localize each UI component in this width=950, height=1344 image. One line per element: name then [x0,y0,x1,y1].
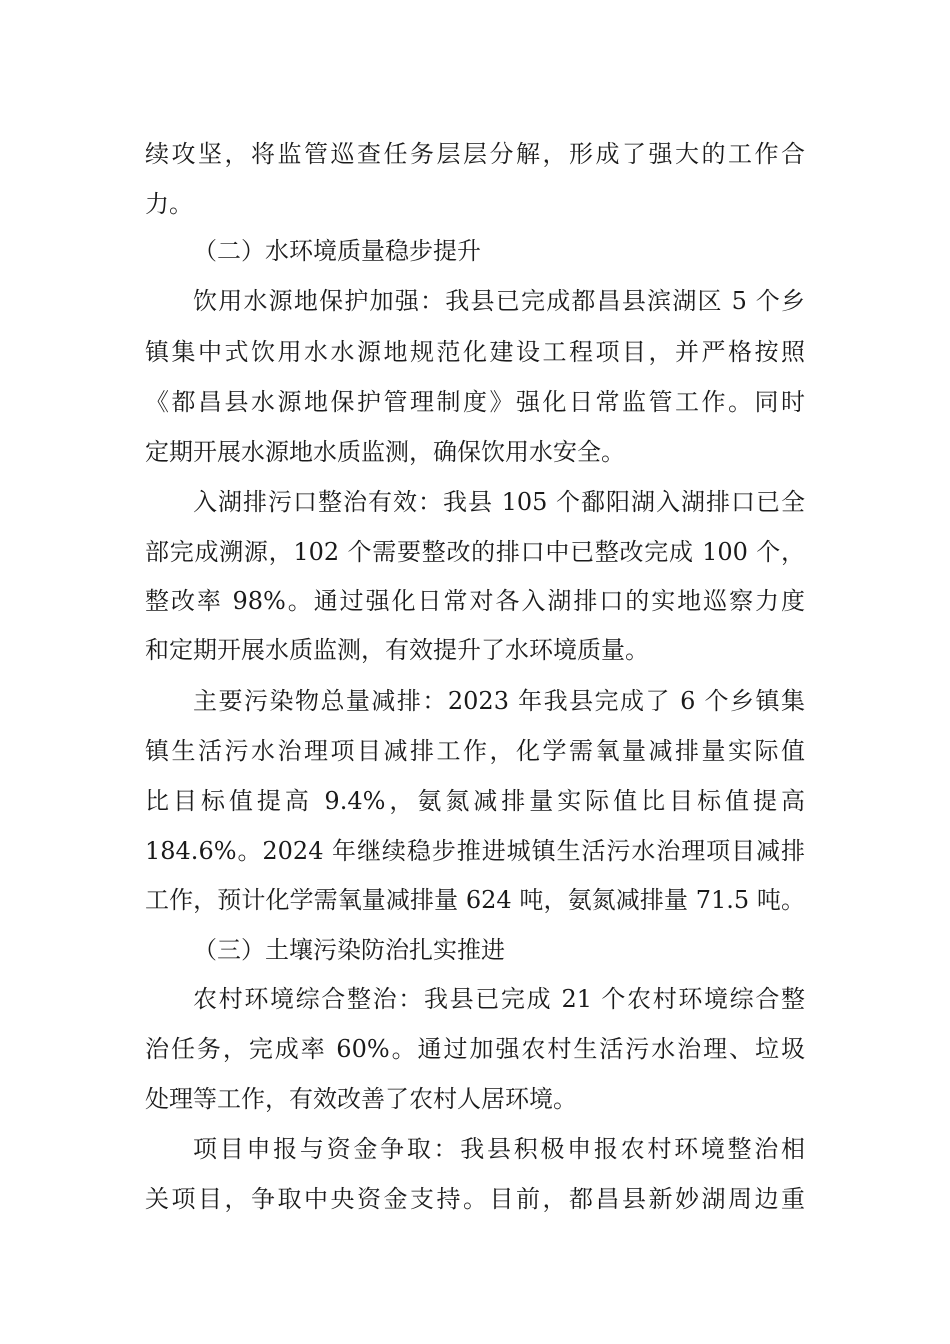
section-heading: （二）水环境质量稳步提升 [193,237,481,265]
paragraph-line: 入湖排污口整治有效：我县 105 个鄱阳湖入湖排口已全 [193,488,805,516]
paragraph-line: 饮用水源地保护加强：我县已完成都昌县滨湖区 5 个乡 [193,287,805,315]
paragraph-line: 处理等工作，有效改善了农村人居环境。 [145,1085,577,1113]
paragraph-line: 关项目，争取中央资金支持。目前，都昌县新妙湖周边重 [145,1185,805,1213]
paragraph-line: 农村环境综合整治：我县已完成 21 个农村环境综合整 [193,985,805,1013]
paragraph-line: 续攻坚，将监管巡查任务层层分解，形成了强大的工作合 [145,140,805,168]
paragraph-line: 镇生活污水治理项目减排工作，化学需氧量减排量实际值 [145,737,805,765]
paragraph-line: 184.6%。2024 年继续稳步推进城镇生活污水治理项目减排 [145,837,805,865]
paragraph-line: 工作，预计化学需氧量减排量 624 吨，氨氮减排量 71.5 吨。 [145,886,805,914]
paragraph-line: 主要污染物总量减排：2023 年我县完成了 6 个乡镇集 [193,687,805,715]
paragraph-line: 《都昌县水源地保护管理制度》强化日常监管工作。同时 [145,388,805,416]
paragraph-line: 治任务，完成率 60%。通过加强农村生活污水治理、垃圾 [145,1035,805,1063]
paragraph-line: 力。 [145,190,193,218]
paragraph-line: 部完成溯源，102 个需要整改的排口中已整改完成 100 个， [145,538,805,566]
paragraph-line: 项目申报与资金争取：我县积极申报农村环境整治相 [193,1135,805,1163]
paragraph-line: 和定期开展水质监测，有效提升了水环境质量。 [145,636,649,664]
paragraph-line: 镇集中式饮用水水源地规范化建设工程项目，并严格按照 [145,338,805,366]
paragraph-line: 整改率 98%。通过强化日常对各入湖排口的实地巡察力度 [145,587,805,615]
paragraph-line: 比目标值提高 9.4%，氨氮减排量实际值比目标值提高 [145,787,805,815]
paragraph-line: 定期开展水源地水质监测，确保饮用水安全。 [145,438,625,466]
section-heading: （三）土壤污染防治扎实推进 [193,936,505,964]
